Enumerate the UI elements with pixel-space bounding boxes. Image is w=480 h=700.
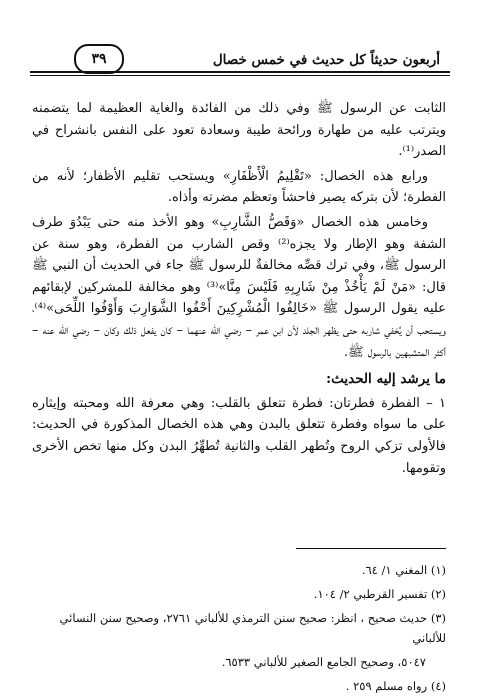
footnote-2: (٢) تفسير القرطبي ٢/ ١٠٤. bbox=[313, 587, 446, 601]
section-item-1: ١ – الفطرة فطرتان: فطرة تتعلق بالقلب: وهي معرفة الله ومحبته وإيثاره على ما سواه وفطرة تتعلق بالبدن وهي هذه الخصال المذكورة في الحديث: فالأولى تزكي الروح وتُطهر القلب والثانية تُطهِّرُ البدن وكل منها تخص الأخرى وتقومها. bbox=[32, 395, 446, 476]
footnote-3-continued: ٥٠٤٧، وصحيح الجامع الصغير للألباني ٦٥٣٣. bbox=[221, 655, 426, 669]
footnotes bbox=[30, 560, 446, 700]
paragraph-1: الثابت عن الرسول ﷺ وفي ذلك من الفائدة والغاية العظيمة لما يتضمنه ويترتب عليه من طهارة ورائحة طيبة وسعادة تعود على النفس بانشراح في الصدر⁽¹⁾. bbox=[32, 101, 446, 160]
header-rule-thin bbox=[30, 75, 450, 76]
running-title: أربعون حديثاً كل حديث في خمس خصال bbox=[212, 52, 440, 68]
footnote-3: (٣) حديث صحيح ، انظر: صحيح سنن الترمذي للألباني ٢٧٦١، وصحيح سنن النسائي للألباني bbox=[59, 611, 446, 645]
footnote-1: (١) المغني ١/ ٦٤. bbox=[361, 563, 446, 577]
section-heading: ما يرشد إليه الحديث: bbox=[326, 371, 446, 388]
page-number-badge: ٣٩ bbox=[74, 44, 124, 74]
footnote-divider bbox=[296, 548, 446, 549]
header-rule bbox=[30, 71, 450, 73]
main-text bbox=[32, 98, 446, 482]
footnote-4: (٤) رواه مسلم ٢٥٩ . bbox=[345, 679, 446, 693]
paragraph-2: ورابع هذه الخصال: «تَقْلِيمُ الْأَظْفَارِ» ويستحب تقليم الأظفار؛ لأنه من الفطرة؛ لأن بتركه يصير فاحشاً وتعظم مضرته وأذاه. bbox=[32, 168, 446, 206]
paragraph-3: وخامس هذه الخصال «وَقَصُّ الشَّارِبِ» وهو الأخذ منه حتى يَبْدُوَ طرف الشفة وهو الإطار ولا يجزه⁽²⁾ وقص الشارب من الفطرة، وهو سنة عن الرسول ﷺ، وفي ترك قصِّه مخالفةٌ للرسول ﷺ جاء في الحديث أن النبي ﷺ قال: «مَنْ لَمْ يَأْخُذْ مِنْ شَارِبِهِ فَلَيْسَ مِنَّا»⁽³⁾ وهو مخالفة للمشركين لإبقائهم عليه يقول الرسول ﷺ «خَالِفُوا الْمُشْرِكِينَ أَحْفُوا الشَّوَارِبَ وَأَوْفُوا اللِّحَى»⁽⁴⁾، ويستحب أن يُخفي شاربه حتى يظهر الجلد لأن ابن عمر – رضي الله عنهما – كان يفعل ذلك وكان – رضي الله عنه – أكثر المتشبهين بالرسول ﷺ. bbox=[32, 214, 446, 360]
page-header bbox=[30, 40, 450, 74]
